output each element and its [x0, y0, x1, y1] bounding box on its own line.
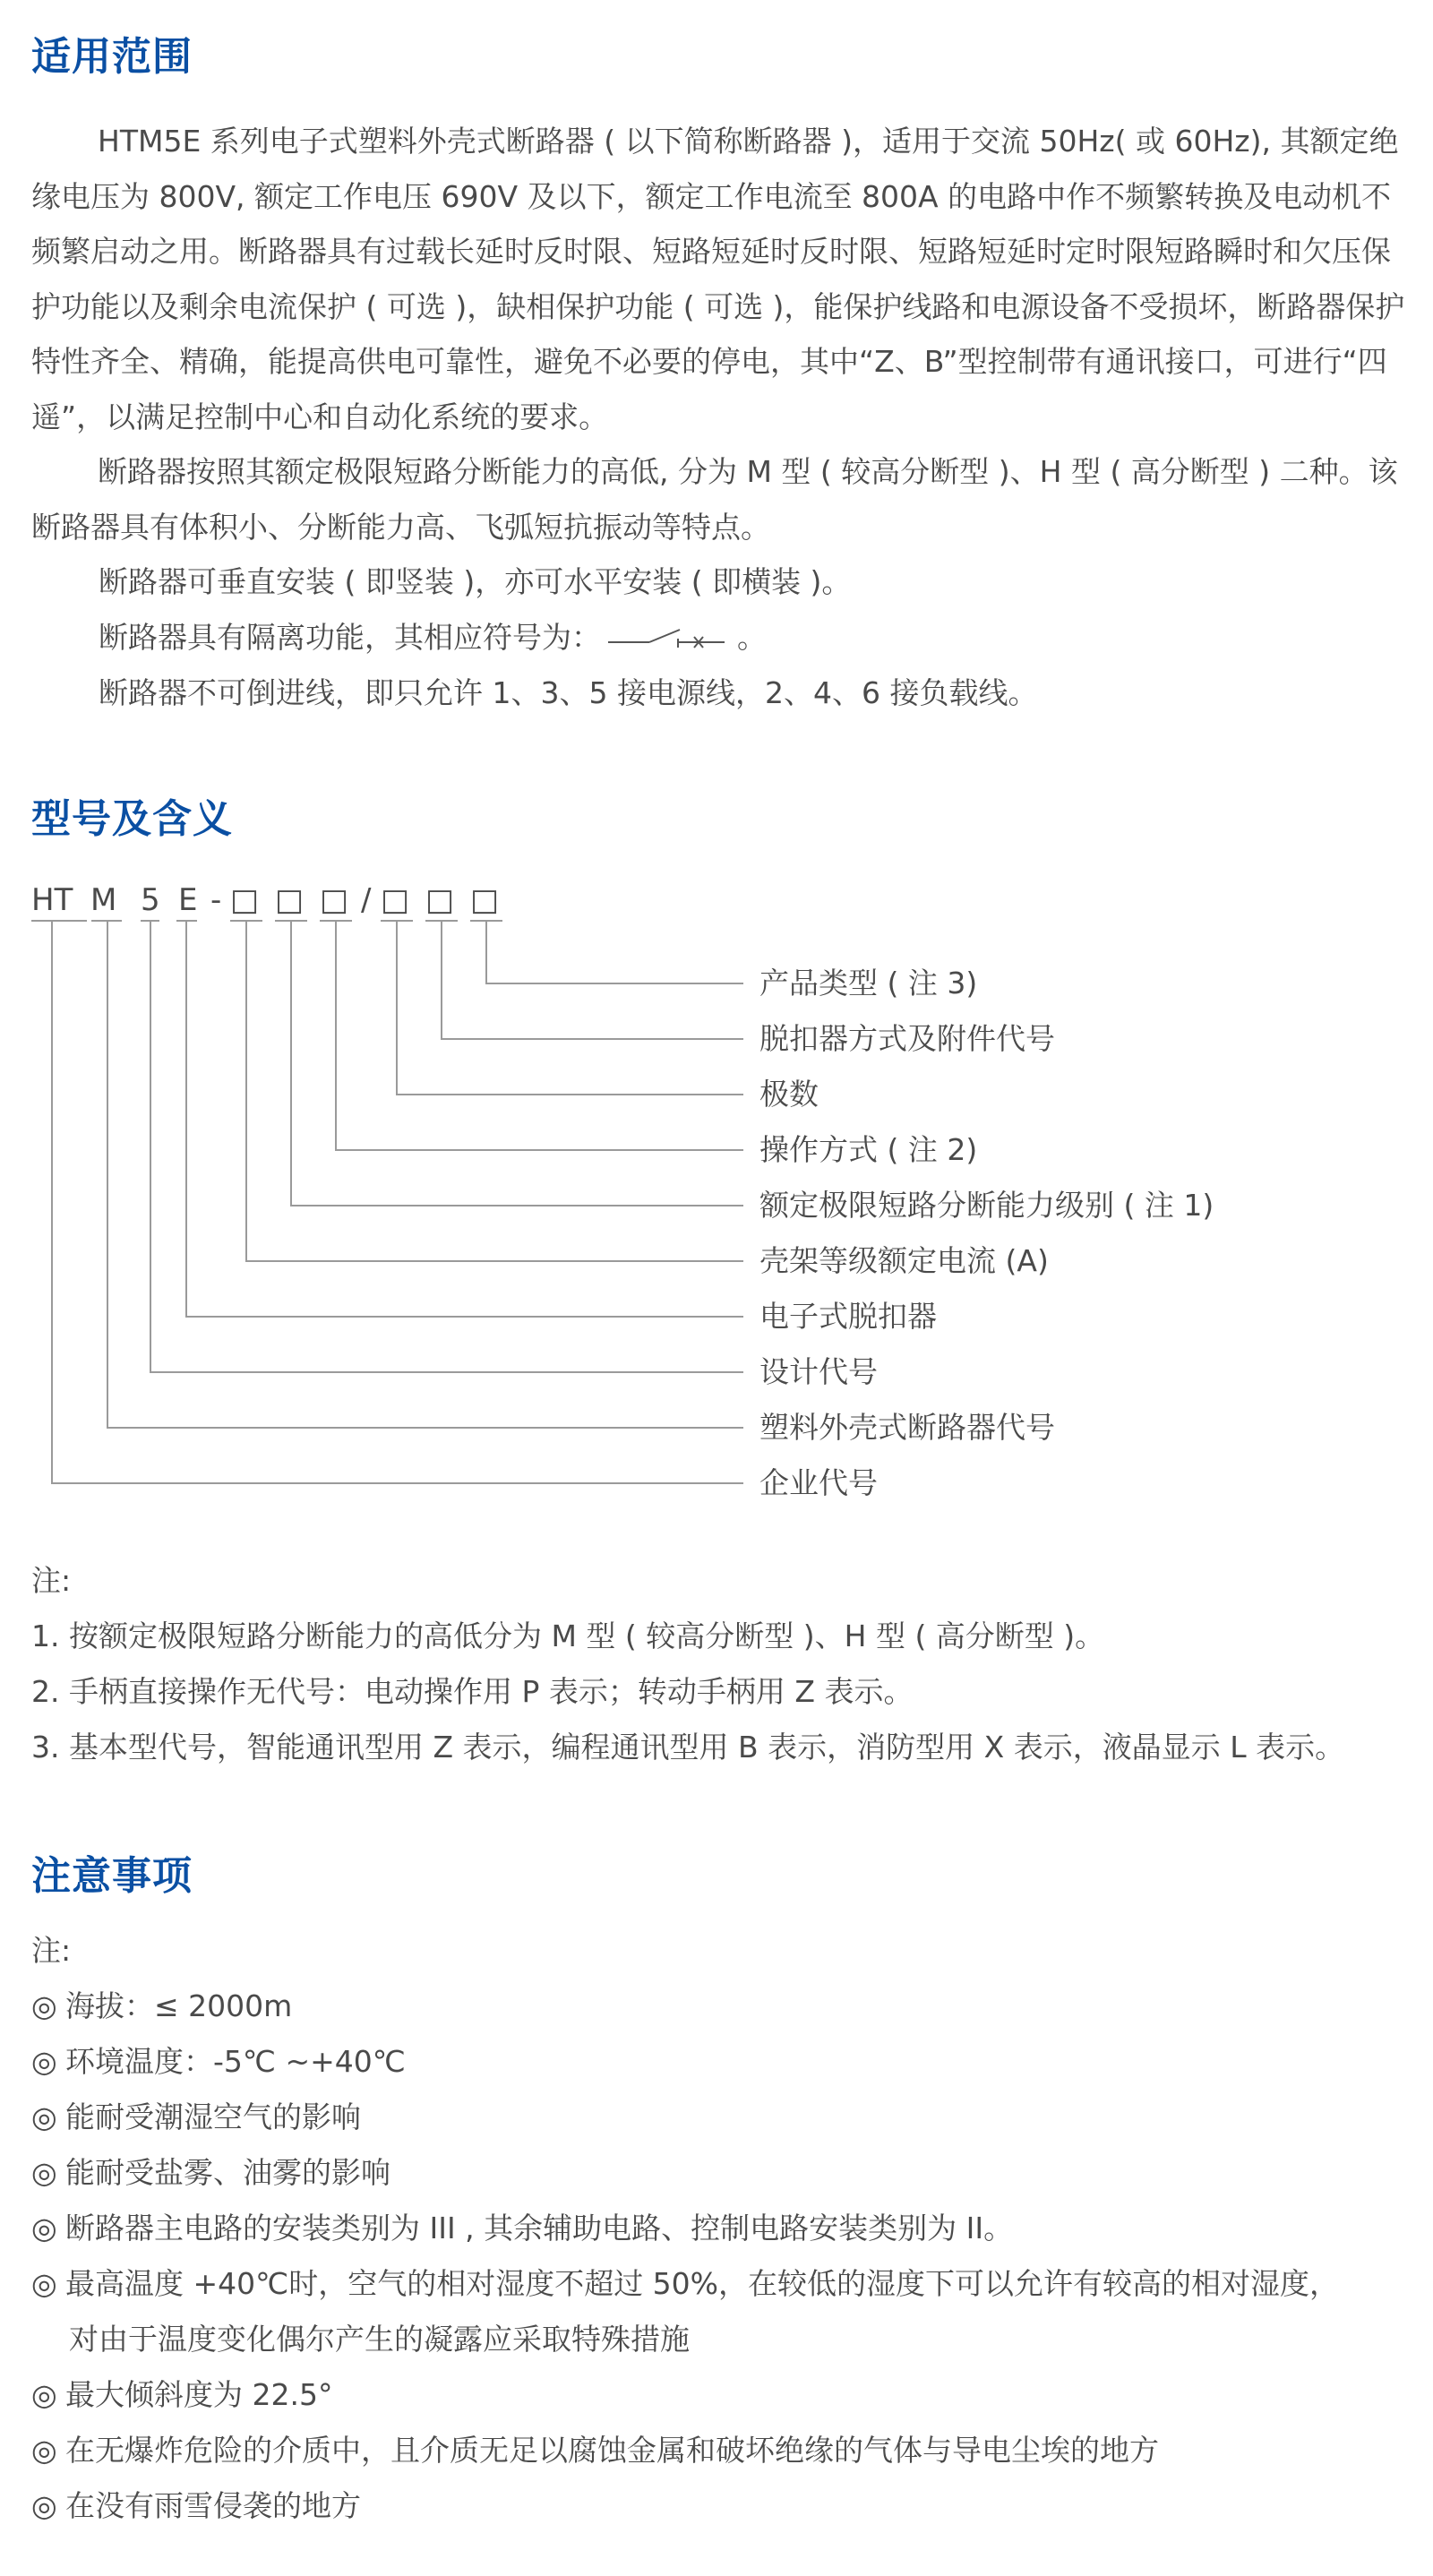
precaution-text: 最高温度 +40℃时，空气的相对湿度不超过 50%，在较低的湿度下可以允许有较高的相对湿度， — [65, 2266, 1340, 2301]
precaution-item-max-temperature-continuation: 对由于温度变化偶尔产生的凝露应采取特殊措施 — [69, 2322, 690, 2357]
precaution-text: 能耐受盐雾、油雾的影响 — [65, 2155, 390, 2190]
label-product-type: 产品类型 ( 注 3) — [759, 966, 978, 1000]
precaution-item-max-temperature — [31, 2266, 1339, 2302]
precaution-item-install-category — [31, 2211, 1013, 2246]
precaution-item-tilt — [31, 2377, 332, 2413]
section-title-model: 型号及含义 — [31, 796, 233, 842]
scope-paragraph-1-text: HTM5E 系列电子式塑料外壳式断路器 ( 以下简称断路器 )，适用于交流 50Hz( 或 60Hz), 其额定绝缘电压为 800V, 额定工作电压 690V 及以下，额定工作电流至 800A 的电路中作不频繁转换及电动机不频繁启动之用。断路器具有过载长延时反时限、短路短延时反时限、短路短延时定时限短路瞬时和欠压保护功能以及剩余电流保护 ( 可选 )，缺相保护功能 ( 可选 )，能保护线路和电源设备不受损坏，断路器保护特性齐全、精确，能提高供电可靠性，避免不必要的停电，其中“Z、B”型控制带有通讯接口，可进行“四遥”，以满足控制中心和自动化系统的要求。 — [31, 124, 1405, 434]
bullet-icon: ◎ — [31, 2155, 57, 2190]
precaution-item-temperature — [31, 2044, 406, 2080]
bullet-icon: ◎ — [31, 2377, 57, 2412]
label-frame-current: 壳架等级额定电流 (A) — [759, 1243, 1049, 1278]
code-char-e: E — [178, 882, 198, 918]
bullet-icon: ◎ — [31, 2044, 57, 2079]
scope-paragraph-4-suffix: 。 — [737, 620, 767, 655]
code-box-5: □ — [425, 882, 455, 918]
precautions-notes-title: 注: — [31, 1933, 72, 1968]
bullet-icon: ◎ — [31, 2266, 57, 2301]
precaution-text: 最大倾斜度为 22.5° — [65, 2377, 333, 2412]
code-char-m: M — [90, 882, 117, 918]
bullet-icon: ◎ — [31, 1988, 57, 2023]
code-box-1: □ — [230, 882, 260, 918]
scope-paragraph-2-text: 断路器按照其额定极限短路分断能力的高低, 分为 M 型 ( 较高分断型 )、H 型 ( 高分断型 ) 二种。该断路器具有体积小、分断能力高、飞弧短抗振动等特点。 — [31, 454, 1398, 545]
model-note-3: 3. 基本型代号，智能通讯型用 Z 表示，编程通讯型用 B 表示，消防型用 X 表示，液晶显示 L 表示。 — [31, 1730, 1345, 1765]
model-notes-title: 注: — [31, 1563, 72, 1598]
code-char-5: 5 — [141, 882, 160, 918]
section-title-scope: 适用范围 — [31, 34, 193, 80]
label-poles: 极数 — [759, 1077, 819, 1112]
section-title-precautions: 注意事项 — [31, 1853, 193, 1899]
code-char-ht: HT — [31, 882, 73, 918]
scope-paragraph-5: 断路器不可倒进线，即只允许 1、3、5 接电源线，2、4、6 接负载线。 — [99, 675, 1038, 710]
label-company-code: 企业代号 — [759, 1465, 878, 1500]
scope-paragraph-3: 断路器可垂直安装 ( 即竖装 )，亦可水平安装 ( 即横装 )。 — [99, 564, 852, 599]
precaution-item-rain-snow — [31, 2488, 361, 2524]
bullet-icon: ◎ — [31, 2099, 57, 2134]
precaution-text: 在没有雨雪侵袭的地方 — [65, 2488, 361, 2523]
model-note-2: 2. 手柄直接操作无代号：电动操作用 P 表示；转动手柄用 Z 表示。 — [31, 1674, 914, 1709]
code-char-dash: - — [210, 882, 222, 918]
code-box-6: □ — [470, 882, 500, 918]
label-operation-mode: 操作方式 ( 注 2) — [759, 1132, 978, 1167]
precaution-text: 在无爆炸危险的介质中，且介质无足以腐蚀金属和破坏绝缘的气体与导电尘埃的地方 — [65, 2433, 1159, 2468]
code-box-2: □ — [275, 882, 305, 918]
precaution-text: 能耐受潮湿空气的影响 — [65, 2099, 361, 2134]
precaution-text: 海拔：≤ 2000m — [65, 1988, 293, 2023]
label-mccb-code: 塑料外壳式断路器代号 — [759, 1410, 1055, 1445]
code-box-4: □ — [381, 882, 410, 918]
label-breaking-capacity: 额定极限短路分断能力级别 ( 注 1) — [759, 1188, 1214, 1223]
precaution-text: 断路器主电路的安装类别为 III , 其余辅助电路、控制电路安装类别为 II。 — [65, 2211, 1014, 2245]
precaution-item-altitude — [31, 1988, 292, 2024]
precaution-text: 环境温度：-5℃ ~+40℃ — [65, 2044, 406, 2079]
precaution-item-medium — [31, 2433, 1159, 2469]
scope-paragraph-4-text: 断路器具有隔离功能，其相应符号为： — [99, 620, 601, 655]
label-trip-accessory: 脱扣器方式及附件代号 — [759, 1021, 1055, 1056]
label-design-code: 设计代号 — [759, 1354, 878, 1389]
bullet-icon: ◎ — [31, 2211, 57, 2245]
precaution-item-salt-fog — [31, 2155, 390, 2191]
model-note-1: 1. 按额定极限短路分断能力的高低分为 M 型 ( 较高分断型 )、H 型 ( 高分断型 )。 — [31, 1619, 1105, 1653]
code-char-slash: / — [361, 882, 372, 918]
bullet-icon: ◎ — [31, 2488, 57, 2523]
code-box-3: □ — [320, 882, 349, 918]
bullet-icon: ◎ — [31, 2433, 57, 2468]
label-electronic-trip: 电子式脱扣器 — [759, 1299, 937, 1334]
precaution-item-humidity — [31, 2099, 361, 2135]
